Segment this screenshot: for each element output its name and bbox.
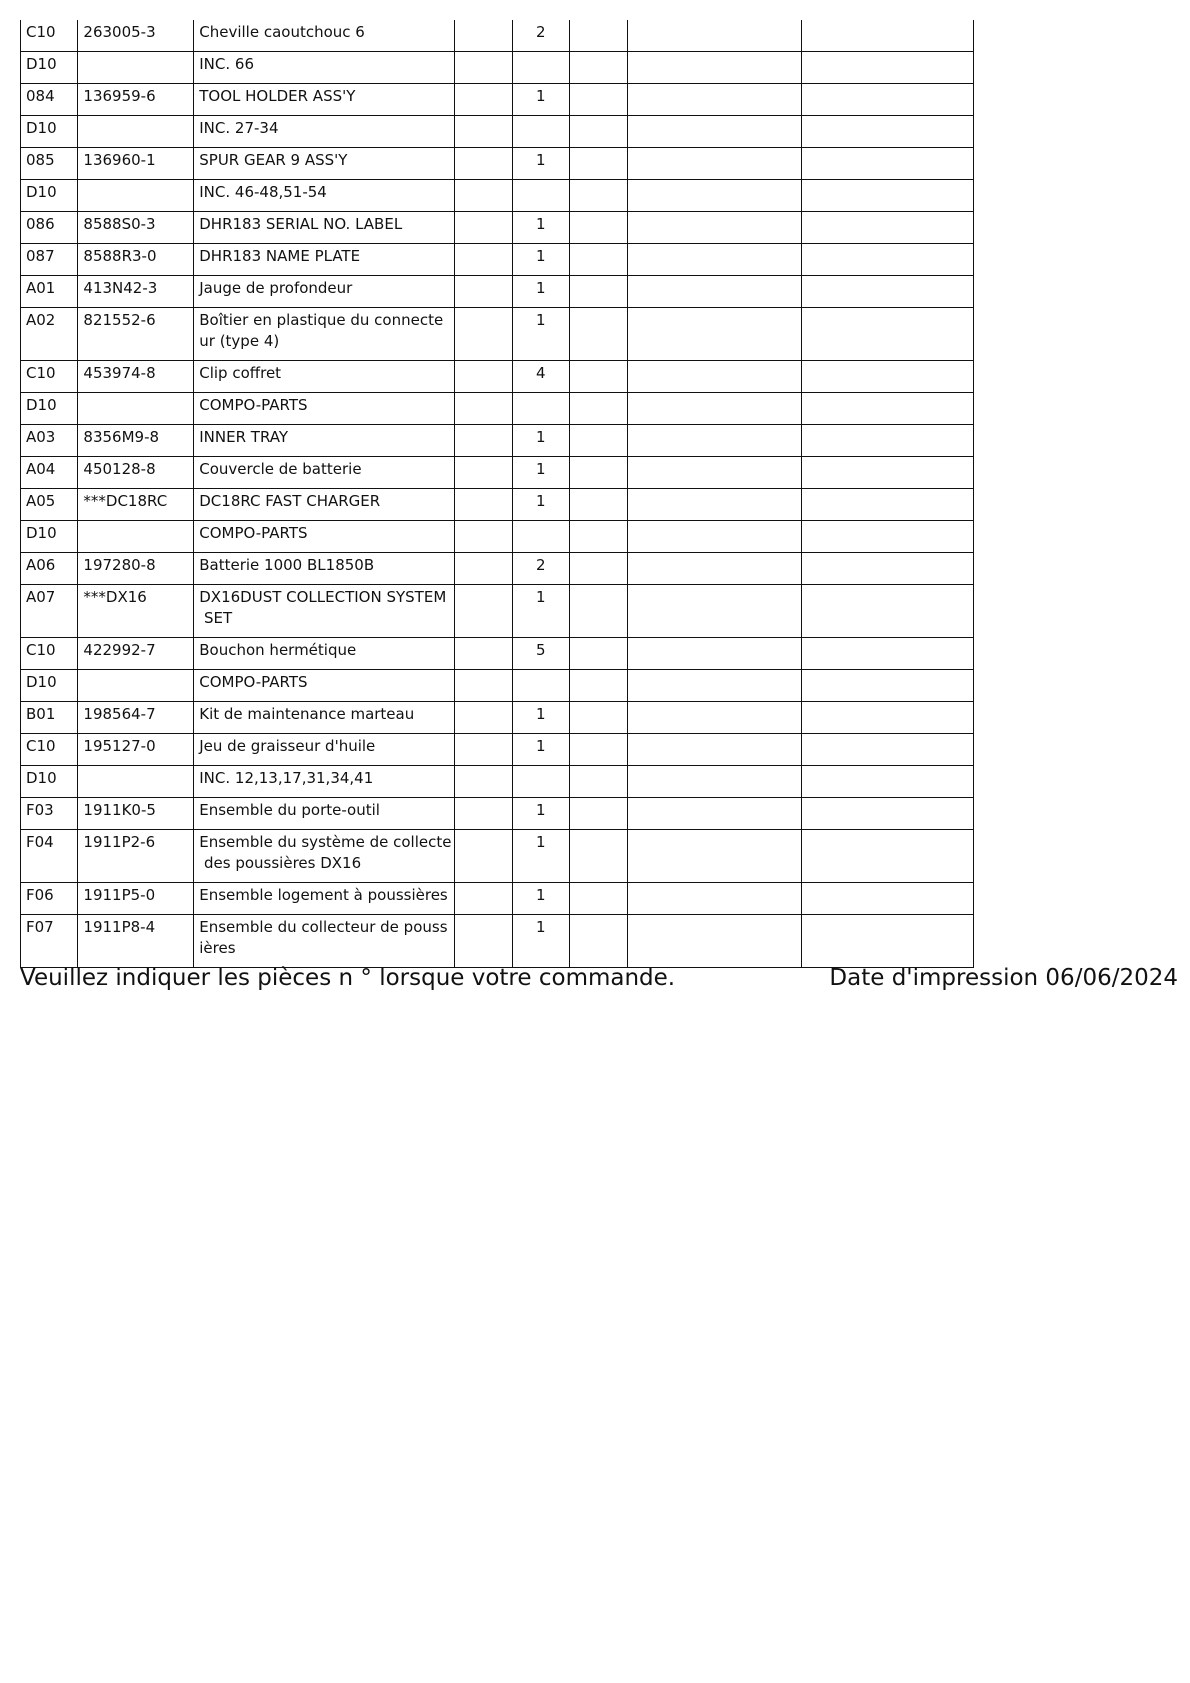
description-line: COMPO-PARTS xyxy=(199,524,308,542)
part-number-cell: 821552-6 xyxy=(78,308,194,361)
table-row xyxy=(21,585,974,638)
description-cell xyxy=(194,148,455,180)
item-code-cell: F04 xyxy=(21,830,78,883)
empty-cell xyxy=(569,52,627,84)
quantity-cell: 1 xyxy=(512,883,569,915)
table-row xyxy=(21,766,974,798)
description-cell xyxy=(194,425,455,457)
part-number-cell xyxy=(78,766,194,798)
quantity-cell: 1 xyxy=(512,84,569,116)
empty-cell xyxy=(628,702,801,734)
table-row xyxy=(21,52,974,84)
item-code-cell: B01 xyxy=(21,702,78,734)
empty-cell xyxy=(628,393,801,425)
empty-cell xyxy=(455,20,512,52)
parts-table xyxy=(20,20,974,968)
description-cell xyxy=(194,830,455,883)
empty-cell xyxy=(801,180,973,212)
quantity-cell: 1 xyxy=(512,212,569,244)
quantity-cell: 1 xyxy=(512,276,569,308)
empty-cell xyxy=(455,393,512,425)
empty-cell xyxy=(801,734,973,766)
part-number-cell: 136959-6 xyxy=(78,84,194,116)
quantity-cell: 1 xyxy=(512,148,569,180)
empty-cell xyxy=(455,116,512,148)
table-row xyxy=(21,425,974,457)
empty-cell xyxy=(801,489,973,521)
table-row xyxy=(21,116,974,148)
empty-cell xyxy=(455,276,512,308)
empty-cell xyxy=(455,702,512,734)
part-number-cell xyxy=(78,393,194,425)
empty-cell xyxy=(801,276,973,308)
empty-cell xyxy=(569,638,627,670)
empty-cell xyxy=(628,308,801,361)
empty-cell xyxy=(569,276,627,308)
description-line: INC. 46-48,51-54 xyxy=(199,183,327,201)
description-line: INC. 27-34 xyxy=(199,119,279,137)
item-code-cell: C10 xyxy=(21,20,78,52)
table-row xyxy=(21,798,974,830)
empty-cell xyxy=(801,393,973,425)
empty-cell xyxy=(569,702,627,734)
empty-cell xyxy=(628,180,801,212)
item-code-cell: D10 xyxy=(21,393,78,425)
empty-cell xyxy=(628,766,801,798)
quantity-cell xyxy=(512,521,569,553)
description-cell xyxy=(194,670,455,702)
empty-cell xyxy=(628,84,801,116)
empty-cell xyxy=(455,915,512,968)
part-number-cell: 1911P5-0 xyxy=(78,883,194,915)
item-code-cell: C10 xyxy=(21,361,78,393)
description-line: Jauge de profondeur xyxy=(199,279,353,297)
table-row xyxy=(21,361,974,393)
item-code-cell: 087 xyxy=(21,244,78,276)
description-line: Boîtier en plastique du connecte xyxy=(199,311,444,329)
table-row xyxy=(21,393,974,425)
empty-cell xyxy=(628,116,801,148)
quantity-cell: 1 xyxy=(512,308,569,361)
empty-cell xyxy=(628,638,801,670)
empty-cell xyxy=(801,883,973,915)
part-number-cell xyxy=(78,116,194,148)
description-line: Ensemble logement à poussières xyxy=(199,886,448,904)
item-code-cell: 086 xyxy=(21,212,78,244)
item-code-cell: A07 xyxy=(21,585,78,638)
empty-cell xyxy=(455,361,512,393)
empty-cell xyxy=(455,798,512,830)
empty-cell xyxy=(628,457,801,489)
empty-cell xyxy=(801,212,973,244)
empty-cell xyxy=(628,553,801,585)
part-number-cell: 195127-0 xyxy=(78,734,194,766)
description-cell xyxy=(194,180,455,212)
empty-cell xyxy=(801,915,973,968)
empty-cell xyxy=(569,457,627,489)
empty-cell xyxy=(569,361,627,393)
empty-cell xyxy=(455,670,512,702)
item-code-cell: C10 xyxy=(21,638,78,670)
part-number-cell: 422992-7 xyxy=(78,638,194,670)
description-cell xyxy=(194,915,455,968)
table-row xyxy=(21,915,974,968)
item-code-cell: D10 xyxy=(21,52,78,84)
quantity-cell: 2 xyxy=(512,553,569,585)
empty-cell xyxy=(801,52,973,84)
empty-cell xyxy=(628,883,801,915)
empty-cell xyxy=(569,116,627,148)
description-cell xyxy=(194,638,455,670)
empty-cell xyxy=(801,361,973,393)
part-number-cell: ***DC18RC xyxy=(78,489,194,521)
quantity-cell xyxy=(512,52,569,84)
empty-cell xyxy=(569,915,627,968)
quantity-cell: 1 xyxy=(512,244,569,276)
part-number-cell: 198564-7 xyxy=(78,702,194,734)
empty-cell xyxy=(801,766,973,798)
empty-cell xyxy=(801,116,973,148)
empty-cell xyxy=(628,670,801,702)
empty-cell xyxy=(455,830,512,883)
empty-cell xyxy=(801,308,973,361)
table-row xyxy=(21,521,974,553)
description-line: DC18RC FAST CHARGER xyxy=(199,492,381,510)
description-cell xyxy=(194,20,455,52)
table-row xyxy=(21,553,974,585)
empty-cell xyxy=(628,585,801,638)
part-number-cell: 136960-1 xyxy=(78,148,194,180)
quantity-cell: 1 xyxy=(512,425,569,457)
empty-cell xyxy=(628,830,801,883)
item-code-cell: D10 xyxy=(21,521,78,553)
table-row xyxy=(21,638,974,670)
description-line: Ensemble du collecteur de pouss xyxy=(199,918,448,936)
description-line: INNER TRAY xyxy=(199,428,289,446)
empty-cell xyxy=(801,702,973,734)
empty-cell xyxy=(628,212,801,244)
empty-cell xyxy=(455,457,512,489)
empty-cell xyxy=(569,308,627,361)
table-row xyxy=(21,276,974,308)
table-row xyxy=(21,308,974,361)
description-cell xyxy=(194,84,455,116)
empty-cell xyxy=(801,798,973,830)
empty-cell xyxy=(628,734,801,766)
empty-cell xyxy=(569,425,627,457)
empty-cell xyxy=(455,766,512,798)
table-row xyxy=(21,670,974,702)
empty-cell xyxy=(569,670,627,702)
empty-cell xyxy=(455,553,512,585)
description-cell xyxy=(194,585,455,638)
description-line: Jeu de graisseur d'huile xyxy=(199,737,376,755)
item-code-cell: F07 xyxy=(21,915,78,968)
description-line: INC. 12,13,17,31,34,41 xyxy=(199,769,374,787)
table-row xyxy=(21,20,974,52)
empty-cell xyxy=(569,734,627,766)
empty-cell xyxy=(801,244,973,276)
empty-cell xyxy=(455,308,512,361)
empty-cell xyxy=(455,180,512,212)
empty-cell xyxy=(455,52,512,84)
empty-cell xyxy=(801,670,973,702)
item-code-cell: F06 xyxy=(21,883,78,915)
table-row xyxy=(21,212,974,244)
quantity-cell: 1 xyxy=(512,457,569,489)
empty-cell xyxy=(455,585,512,638)
parts-table-body xyxy=(21,20,974,968)
empty-cell xyxy=(569,180,627,212)
empty-cell xyxy=(569,521,627,553)
table-row xyxy=(21,883,974,915)
description-line: DHR183 NAME PLATE xyxy=(199,247,361,265)
footer-note: Veuillez indiquer les pièces n ° lorsque votre commande. xyxy=(20,965,676,991)
quantity-cell: 2 xyxy=(512,20,569,52)
quantity-cell: 4 xyxy=(512,361,569,393)
empty-cell xyxy=(455,244,512,276)
description-cell xyxy=(194,766,455,798)
description-cell xyxy=(194,553,455,585)
part-number-cell: 8588S0-3 xyxy=(78,212,194,244)
empty-cell xyxy=(569,20,627,52)
empty-cell xyxy=(455,734,512,766)
table-row xyxy=(21,180,974,212)
item-code-cell: F03 xyxy=(21,798,78,830)
part-number-cell xyxy=(78,180,194,212)
description-line: Batterie 1000 BL1850B xyxy=(199,556,375,574)
empty-cell xyxy=(801,585,973,638)
empty-cell xyxy=(801,521,973,553)
quantity-cell: 5 xyxy=(512,638,569,670)
description-cell xyxy=(194,521,455,553)
description-line: SPUR GEAR 9 ASS'Y xyxy=(199,151,348,169)
description-cell xyxy=(194,52,455,84)
empty-cell xyxy=(455,883,512,915)
table-row xyxy=(21,244,974,276)
description-cell xyxy=(194,244,455,276)
empty-cell xyxy=(569,883,627,915)
item-code-cell: A05 xyxy=(21,489,78,521)
part-number-cell: 450128-8 xyxy=(78,457,194,489)
description-line: Cheville caoutchouc 6 xyxy=(199,23,365,41)
empty-cell xyxy=(569,830,627,883)
empty-cell xyxy=(455,84,512,116)
item-code-cell: D10 xyxy=(21,116,78,148)
quantity-cell xyxy=(512,766,569,798)
item-code-cell: D10 xyxy=(21,766,78,798)
empty-cell xyxy=(801,425,973,457)
quantity-cell xyxy=(512,116,569,148)
part-number-cell: 8588R3-0 xyxy=(78,244,194,276)
description-line: SET xyxy=(199,609,233,627)
quantity-cell: 1 xyxy=(512,585,569,638)
empty-cell xyxy=(628,148,801,180)
empty-cell xyxy=(455,425,512,457)
part-number-cell: 197280-8 xyxy=(78,553,194,585)
description-line: Couvercle de batterie xyxy=(199,460,362,478)
description-line: Kit de maintenance marteau xyxy=(199,705,415,723)
part-number-cell: 263005-3 xyxy=(78,20,194,52)
description-cell xyxy=(194,361,455,393)
quantity-cell xyxy=(512,180,569,212)
item-code-cell: A04 xyxy=(21,457,78,489)
empty-cell xyxy=(801,553,973,585)
item-code-cell: D10 xyxy=(21,670,78,702)
empty-cell xyxy=(455,212,512,244)
empty-cell xyxy=(628,52,801,84)
part-number-cell xyxy=(78,670,194,702)
empty-cell xyxy=(628,425,801,457)
empty-cell xyxy=(455,489,512,521)
table-row xyxy=(21,84,974,116)
quantity-cell: 1 xyxy=(512,734,569,766)
item-code-cell: C10 xyxy=(21,734,78,766)
description-cell xyxy=(194,457,455,489)
empty-cell xyxy=(628,798,801,830)
quantity-cell: 1 xyxy=(512,915,569,968)
description-line: Ensemble du porte-outil xyxy=(199,801,380,819)
description-line: Clip coffret xyxy=(199,364,282,382)
description-line: TOOL HOLDER ASS'Y xyxy=(199,87,356,105)
part-number-cell: 1911P2-6 xyxy=(78,830,194,883)
table-row xyxy=(21,148,974,180)
empty-cell xyxy=(569,798,627,830)
empty-cell xyxy=(628,276,801,308)
empty-cell xyxy=(628,489,801,521)
part-number-cell: ***DX16 xyxy=(78,585,194,638)
part-number-cell: 1911P8-4 xyxy=(78,915,194,968)
part-number-cell: 1911K0-5 xyxy=(78,798,194,830)
empty-cell xyxy=(801,84,973,116)
item-code-cell: A03 xyxy=(21,425,78,457)
description-cell xyxy=(194,308,455,361)
empty-cell xyxy=(569,766,627,798)
description-line: INC. 66 xyxy=(199,55,254,73)
empty-cell xyxy=(569,585,627,638)
description-line: COMPO-PARTS xyxy=(199,673,308,691)
description-line: Ensemble du système de collecte xyxy=(199,833,452,851)
empty-cell xyxy=(569,393,627,425)
table-row xyxy=(21,489,974,521)
empty-cell xyxy=(569,84,627,116)
item-code-cell: 085 xyxy=(21,148,78,180)
print-date: Date d'impression 06/06/2024 xyxy=(829,965,1178,991)
empty-cell xyxy=(569,212,627,244)
empty-cell xyxy=(801,830,973,883)
description-cell xyxy=(194,116,455,148)
empty-cell xyxy=(801,457,973,489)
empty-cell xyxy=(569,553,627,585)
empty-cell xyxy=(801,20,973,52)
description-cell xyxy=(194,798,455,830)
quantity-cell xyxy=(512,670,569,702)
quantity-cell: 1 xyxy=(512,489,569,521)
description-cell xyxy=(194,702,455,734)
description-line: ières xyxy=(199,939,236,957)
description-line: COMPO-PARTS xyxy=(199,396,308,414)
description-line: DX16DUST COLLECTION SYSTEM xyxy=(199,588,447,606)
description-line: DHR183 SERIAL NO. LABEL xyxy=(199,215,403,233)
part-number-cell: 453974-8 xyxy=(78,361,194,393)
item-code-cell: A02 xyxy=(21,308,78,361)
item-code-cell: A01 xyxy=(21,276,78,308)
description-cell xyxy=(194,883,455,915)
description-line: des poussières DX16 xyxy=(199,854,362,872)
quantity-cell: 1 xyxy=(512,798,569,830)
description-cell xyxy=(194,734,455,766)
part-number-cell xyxy=(78,52,194,84)
table-row xyxy=(21,734,974,766)
empty-cell xyxy=(628,915,801,968)
description-cell xyxy=(194,212,455,244)
description-cell xyxy=(194,489,455,521)
description-line: ur (type 4) xyxy=(199,332,280,350)
empty-cell xyxy=(569,148,627,180)
empty-cell xyxy=(628,20,801,52)
description-cell xyxy=(194,393,455,425)
empty-cell xyxy=(628,361,801,393)
table-row xyxy=(21,830,974,883)
part-number-cell: 413N42-3 xyxy=(78,276,194,308)
empty-cell xyxy=(569,244,627,276)
empty-cell xyxy=(455,638,512,670)
empty-cell xyxy=(455,521,512,553)
empty-cell xyxy=(801,638,973,670)
description-line: Bouchon hermétique xyxy=(199,641,357,659)
description-cell xyxy=(194,276,455,308)
item-code-cell: D10 xyxy=(21,180,78,212)
quantity-cell: 1 xyxy=(512,702,569,734)
quantity-cell xyxy=(512,393,569,425)
item-code-cell: 084 xyxy=(21,84,78,116)
part-number-cell xyxy=(78,521,194,553)
part-number-cell: 8356M9-8 xyxy=(78,425,194,457)
empty-cell xyxy=(628,521,801,553)
table-row xyxy=(21,457,974,489)
table-row xyxy=(21,702,974,734)
empty-cell xyxy=(628,244,801,276)
empty-cell xyxy=(455,148,512,180)
item-code-cell: A06 xyxy=(21,553,78,585)
empty-cell xyxy=(801,148,973,180)
empty-cell xyxy=(569,489,627,521)
quantity-cell: 1 xyxy=(512,830,569,883)
